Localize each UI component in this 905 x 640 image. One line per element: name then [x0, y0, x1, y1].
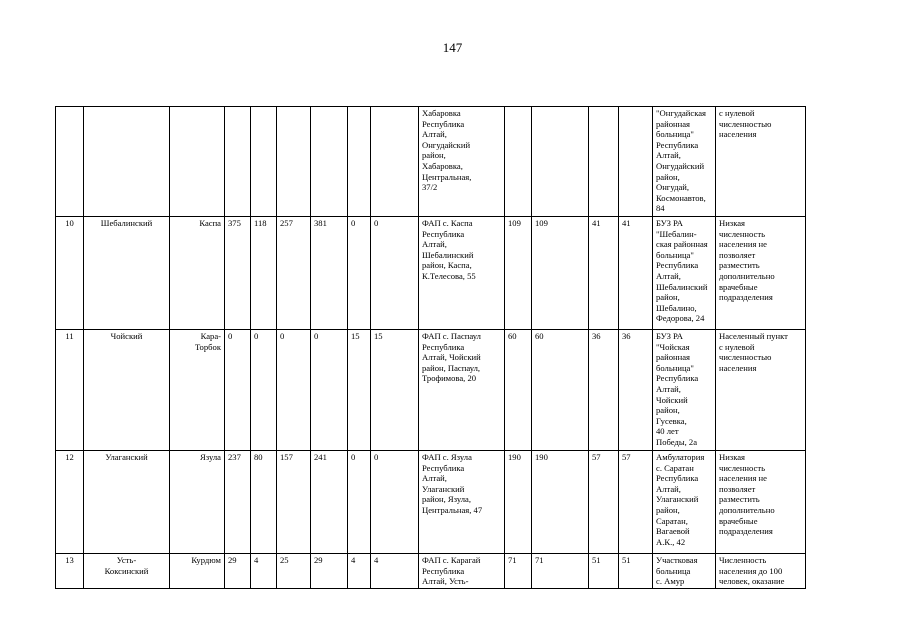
cell-settlement: Каспа — [170, 217, 225, 330]
cell-note — [716, 107, 806, 217]
cell-c1: 29 — [225, 554, 251, 589]
cell-c10: 51 — [589, 554, 619, 589]
cell-c1 — [225, 107, 251, 217]
cell-hospital — [653, 330, 716, 451]
cell-c10: 57 — [589, 451, 619, 554]
cell-c3: 25 — [277, 554, 311, 589]
cell-c6: 4 — [371, 554, 419, 589]
hospital-text: "Онгудайская районная больница" Республика Алтай, Онгудайский район, Онгудай, Космонавтов, 84 — [656, 108, 707, 214]
cell-district: Чойский — [84, 330, 170, 451]
cell-c5 — [348, 107, 371, 217]
note-text: Низкая численность населения не позволяет разместить дополнительно врачебные подразделения — [719, 218, 775, 303]
cell-c6: 15 — [371, 330, 419, 451]
cell-c4 — [311, 107, 348, 217]
cell-c2: 0 — [251, 330, 277, 451]
cell-c2: 4 — [251, 554, 277, 589]
hospital-text: Амбулатория с. Саратан Республика Алтай, Улаганский район, Саратан, Вагаевой А.К., 42 — [656, 452, 705, 547]
cell-c4: 0 — [311, 330, 348, 451]
cell-settlement: Язула — [170, 451, 225, 554]
table-row-continuation — [56, 107, 806, 217]
cell-c9 — [589, 107, 619, 217]
cell-c1: 0 — [225, 330, 251, 451]
cell-c6: 0 — [371, 217, 419, 330]
cell-c11: 51 — [619, 554, 653, 589]
cell-c3 — [277, 107, 311, 217]
cell-district — [84, 107, 170, 217]
cell-settlement — [170, 330, 225, 451]
table-row — [56, 554, 806, 589]
cell-num: 13 — [56, 554, 84, 589]
cell-settlement — [170, 107, 225, 217]
cell-c7: 60 — [505, 330, 532, 451]
cell-district — [84, 554, 170, 589]
cell-c10 — [619, 107, 653, 217]
address-text: ФАП с. Язула Республика Алтай, Улаганский район, Язула, Центральная, 47 — [422, 452, 483, 515]
cell-c8: 190 — [532, 451, 589, 554]
cell-num: 12 — [56, 451, 84, 554]
cell-c4: 241 — [311, 451, 348, 554]
cell-c6: 0 — [371, 451, 419, 554]
cell-c2 — [251, 107, 277, 217]
cell-hospital — [653, 217, 716, 330]
cell-num: 10 — [56, 217, 84, 330]
page-number: 147 — [442, 40, 463, 55]
hospital-text: Участковая больница с. Амур — [656, 555, 698, 587]
cell-settlement: Курдюм — [170, 554, 225, 589]
cell-c5: 4 — [348, 554, 371, 589]
settlements-table — [55, 106, 806, 589]
table-row — [56, 451, 806, 554]
cell-c4: 381 — [311, 217, 348, 330]
cell-c5: 15 — [348, 330, 371, 451]
cell-hospital — [653, 451, 716, 554]
cell-address — [419, 451, 505, 554]
address-text: Хабаровка Республика Алтай, Онгудайский район, Хабаровка, Центральная, 37/2 — [422, 108, 472, 193]
cell-hospital — [653, 554, 716, 589]
cell-c1: 237 — [225, 451, 251, 554]
cell-c8: 60 — [532, 330, 589, 451]
cell-district: Шебалинский — [84, 217, 170, 330]
note-text: Населенный пункт с нулевой численностью населения — [719, 331, 788, 373]
cell-note — [716, 217, 806, 330]
cell-address — [419, 554, 505, 589]
cell-c5: 0 — [348, 451, 371, 554]
cell-c2: 118 — [251, 217, 277, 330]
cell-c7 — [505, 107, 532, 217]
table-row — [56, 217, 806, 330]
settlement-text: Кара- Торбок — [194, 331, 221, 352]
cell-c1: 375 — [225, 217, 251, 330]
cell-c8: 109 — [532, 217, 589, 330]
district-text: Усть- Коксинский — [104, 555, 149, 576]
note-text: Низкая численность населения не позволяет разместить дополнительно врачебные подразделения — [719, 452, 775, 537]
address-text: ФАП с. Каспа Республика Алтай, Шебалинский район, Каспа, К.Телесова, 55 — [422, 218, 476, 281]
cell-num — [56, 107, 84, 217]
cell-c3: 257 — [277, 217, 311, 330]
hospital-text: БУЗ РА "Шебалин- ская районная больница" Республика Алтай, Шебалинский район, Шебалино, Федорова, 24 — [656, 218, 708, 324]
cell-c7: 190 — [505, 451, 532, 554]
note-text: с нулевой численностью населения — [719, 108, 772, 140]
table-row — [56, 330, 806, 451]
cell-address — [419, 217, 505, 330]
cell-c11: 57 — [619, 451, 653, 554]
cell-c11: 41 — [619, 217, 653, 330]
cell-c7: 109 — [505, 217, 532, 330]
cell-address — [419, 330, 505, 451]
address-text: ФАП с. Паспаул Республика Алтай, Чойский район, Паспаул, Трофимова, 20 — [422, 331, 481, 384]
cell-hospital — [653, 107, 716, 217]
cell-c11: 36 — [619, 330, 653, 451]
cell-c10: 41 — [589, 217, 619, 330]
cell-c7: 71 — [505, 554, 532, 589]
cell-c10: 36 — [589, 330, 619, 451]
cell-note — [716, 330, 806, 451]
cell-c4: 29 — [311, 554, 348, 589]
cell-c5: 0 — [348, 217, 371, 330]
cell-c2: 80 — [251, 451, 277, 554]
cell-address — [419, 107, 505, 217]
note-text: Численность населения до 100 человек, оказание — [719, 555, 785, 587]
cell-note — [716, 554, 806, 589]
cell-c8: 71 — [532, 554, 589, 589]
cell-c3: 157 — [277, 451, 311, 554]
cell-c3: 0 — [277, 330, 311, 451]
cell-note — [716, 451, 806, 554]
cell-district: Улаганский — [84, 451, 170, 554]
cell-c8 — [532, 107, 589, 217]
cell-num: 11 — [56, 330, 84, 451]
cell-c6 — [371, 107, 419, 217]
hospital-text: БУЗ РА "Чойская районная больница" Республика Алтай, Чойский район, Гусевка, 40 лет Победы, 2а — [656, 331, 699, 447]
address-text: ФАП с. Карагай Республика Алтай, Усть- — [422, 555, 481, 587]
